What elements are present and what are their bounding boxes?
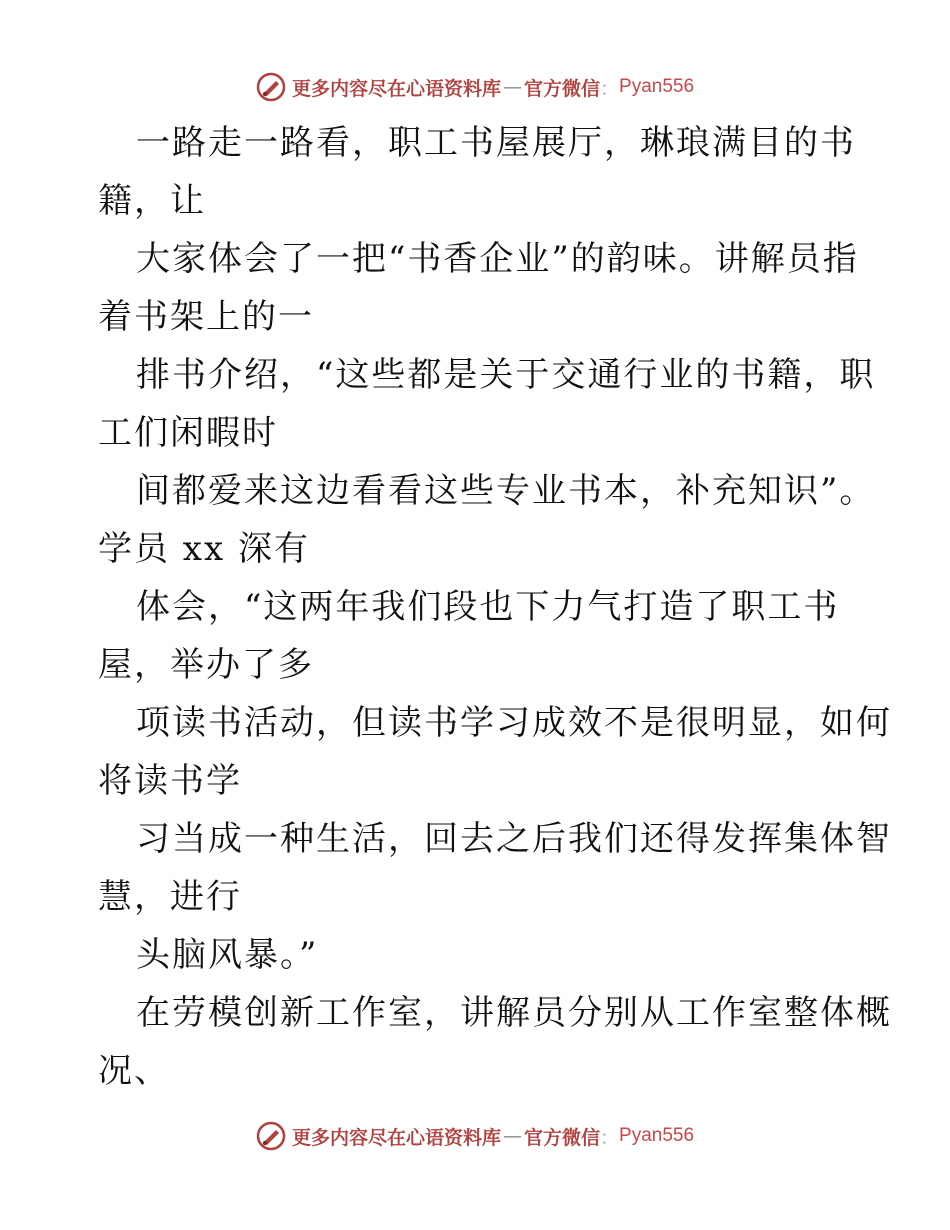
banner-separator: ： [600,77,620,100]
banner-label: 官方微信 [523,77,600,100]
banner-wechat-handle: Pyan556 [619,76,695,97]
banner-dash: — [502,76,522,98]
body-line: 头脑风暴。” [136,935,319,975]
body-line: 着书架上的一 [98,297,314,337]
body-line: 大家体会了一把“书香企业”的韵味。讲解员指 [136,239,859,279]
body-line: 一路走一路看，职工书屋展厅，琳琅满目的书 [136,123,856,163]
banner-dash: — [502,1125,522,1147]
body-line: 将读书学 [98,761,242,801]
body-line: 慧，进行 [98,877,242,917]
banner-label: 官方微信 [523,1126,600,1149]
ink-pen-seal-icon [256,72,286,102]
body-line: 项读书活动，但读书学习成效不是很明显，如何 [136,703,892,743]
banner-separator: ： [600,1126,620,1149]
banner-brand: 更多内容尽在心语资料库 [291,1126,501,1149]
footer-banner [0,1121,950,1151]
body-line: 学员 xx 深有 [98,529,310,569]
body-line: 在劳模创新工作室，讲解员分别从工作室整体概 [136,993,892,1033]
header-banner [0,72,950,102]
body-line: 屋，举办了多 [98,645,314,685]
body-line: 排书介绍，“这些都是关于交通行业的书籍，职 [136,355,876,395]
body-line: 况、 [98,1051,170,1091]
banner-wechat-handle: Pyan556 [619,1125,695,1146]
body-line: 籍，让 [98,181,206,221]
ink-pen-seal-icon [256,1121,286,1151]
body-line: 工们闲暇时 [98,413,278,453]
body-line: 习当成一种生活，回去之后我们还得发挥集体智 [136,819,892,859]
body-line: 体会，“这两年我们段也下力气打造了职工书 [136,587,840,627]
body-line: 间都爱来这边看看这些专业书本，补充知识”。 [136,471,876,511]
banner-brand: 更多内容尽在心语资料库 [291,77,501,100]
